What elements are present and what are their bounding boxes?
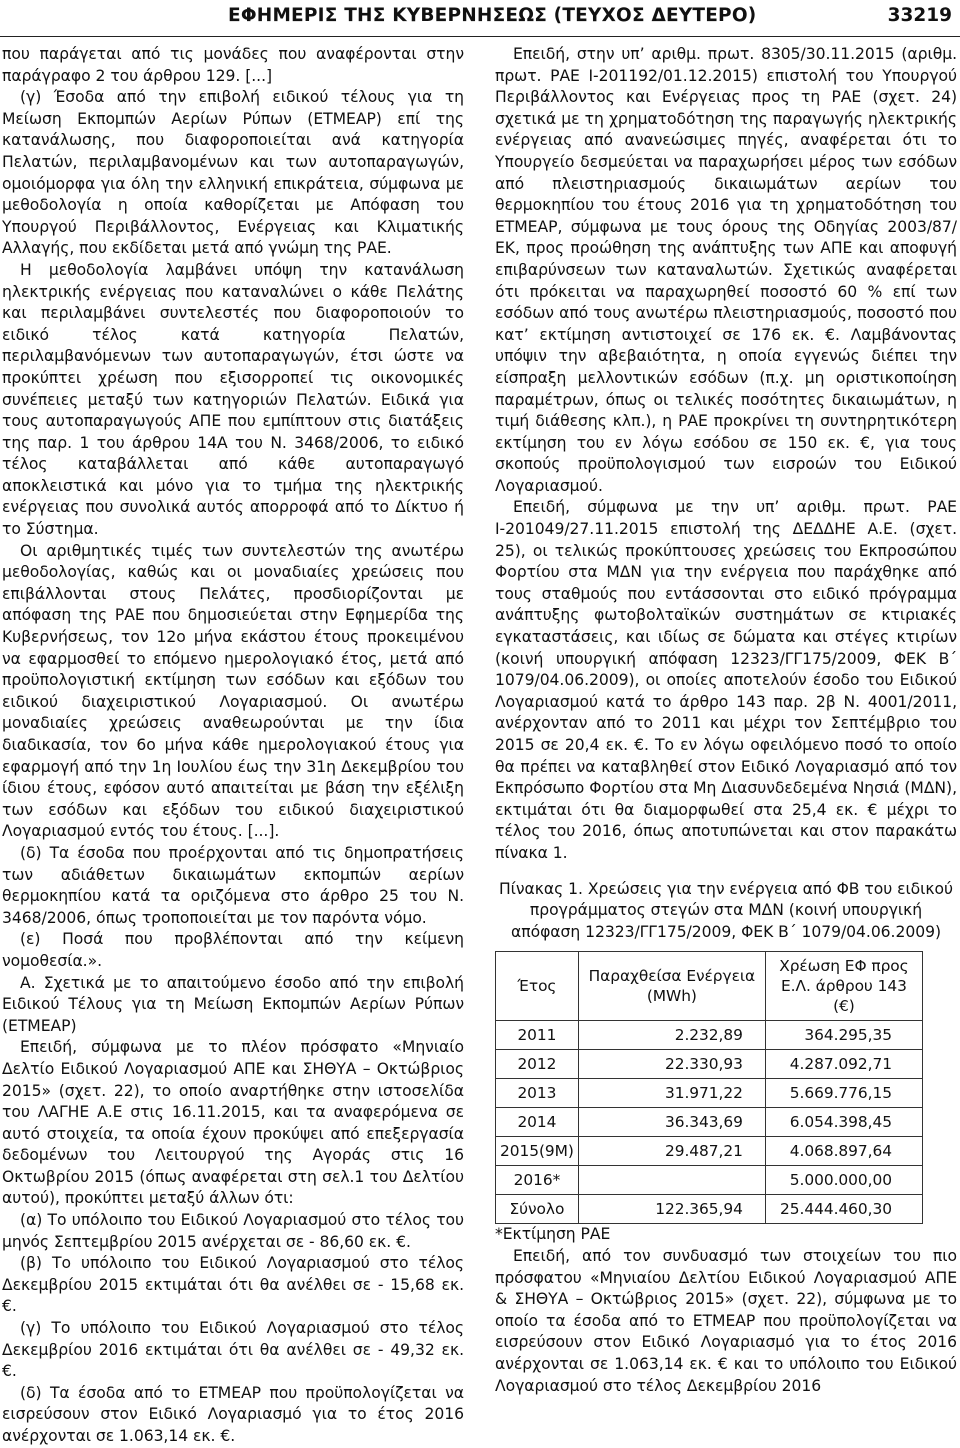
cell-year: Σύνολο [496,1195,579,1224]
page-number: 33219 [887,5,952,26]
paragraph: Επειδή, σύμφωνα με την υπ’ αριθμ. πρωτ. ΡΑΕ Ι-201049/27.11.2015 επιστολή της ΔΕΔΔΗΕ Α.Ε. (σχετ. 25), οι τελικώς προκύπτουσες χρεώσεις του Εκπροσώπου Φορτίου στα ΜΔΝ για την ενέργεια που παράχθηκε από τους σταθμούς που εντάσσονται στο ειδικό πρόγραμμα ανάπτυξης φωτοβολταϊκών συστημάτων σε κτιριακές εγκαταστάσεις, και ιδίως σε δώματα και στέγες κτιρίων (κοινή υπουργική απόφαση 12323/ΓΓ175/2009, ΦΕΚ Β΄ 1079/04.06.2009), οι οποίες αποτελούν έσοδο του Ειδικού Λογαριασμού κατά το άρθρο 143 παρ. 2β Ν. 4001/2011, ανέρχονταν από το 2011 και μέχρι τον Σεπτέμβριο του 2015 σε 20,4 εκ. €. Το εν λόγω οφειλόμενο ποσό το οποίο θα πρέπει να καταβληθεί στον Ειδικό Λογαριασμό από τον Εκπρόσωπο Φορτίου στα Μη Διασυνδεδεμένα Νησιά (ΜΔΝ), εκτιμάται ότι θα διαμορφωθεί στα 25,4 εκ. € μέχρι το τέλος του 2016, όπως αποτυπώνεται και στον παρακάτω πίνακα 1. [495,498,957,862]
header-year: Έτος [496,952,579,1021]
paragraph: (δ) Τα έσοδα από το ΕΤΜΕΑΡ που προϋπολογίζεται να εισρεύσουν στον Ειδικό Λογαριασμό για το έτος 2016 ανέρχονται σε 1.063,14 εκ. €. [2,1383,464,1445]
table-row [496,1166,923,1195]
table-row [496,1021,923,1050]
cell-energy: 22.330,93 [578,1050,765,1079]
gazette-title: ΕΦΗΜΕΡΙΣ ΤΗΣ ΚΥΒΕΡΝΗΣΕΩΣ (ΤΕΥΧΟΣ ΔΕΥΤΕΡΟ) [228,5,757,26]
cell-year: 2013 [496,1079,579,1108]
right-column [495,44,957,1397]
cell-charge: 6.054.398,45 [765,1108,922,1137]
cell-energy: 36.343,69 [578,1108,765,1137]
table-row [496,1050,923,1079]
table-row [496,1108,923,1137]
left-column [2,44,464,1448]
paragraph: (γ) Έσοδα από την επιβολή ειδικού τέλους για τη Μείωση Εκπομπών Αερίων Ρύπων (ΕΤΜΕΑΡ) επί της κατανάλωσης, που διαφοροποιείται ανά κατηγορία Πελατών, περιλαμβανομένων και των αυτοπαραγωγών, ομοιόμορφα για όλη την ελληνική επικράτεια, σύμφωνα με μεθοδολογία η οποία καθορίζεται με Απόφαση του Υπουργού Περιβάλλοντος, Ενέργειας και Κλιματικής Αλλαγής, που εκδίδεται μετά από γνώμη της ΡΑΕ. [2,88,464,258]
table-caption: Πίνακας 1. Χρεώσεις για την ενέργεια από ΦΒ του ειδικού προγράμματος στεγών στα ΜΔΝ (κοινή υπουργική απόφαση 12323/ΓΓ175/2009, ΦΕΚ Β΄ 1079/04.06.2009) [498,879,953,941]
cell-energy: 2.232,89 [578,1021,765,1050]
table-row [496,1079,923,1108]
paragraph: Επειδή, στην υπ’ αριθμ. πρωτ. 8305/30.11.2015 (αριθμ. πρωτ. ΡΑΕ Ι-201192/01.12.2015) επιστολή του Υπουργού Περιβάλλοντος και Ενέργειας προς τη ΡΑΕ (σχετ. 24) σχετικά με τη χρηματοδότηση της παραγωγής ηλεκτρικής ενέργειας από ανανεώσιμες πηγές, αναφέρεται ότι το Υπουργείο δεσμεύεται να παραχωρήσει μέρος των εσόδων από πλειστηριασμούς δικαιωμάτων αερίων του θερμοκηπίου του έτους 2016 για τη χρηματοδότηση του ΕΤΜΕΑΡ, σύμφωνα με τους όρους της Οδηγίας 2003/87/ΕΚ, προς προώθηση της ανάπτυξης των ΑΠΕ και αποφυγή επιβαρύνσεων των καταναλωτών. Σχετικώς αναφέρεται ότι πρόκειται να παραχωρηθεί ποσοστό 60 % επί των εσόδων από τους ανωτέρω πλειστηριασμούς, ποσοστό που κατ’ εκτίμηση αντιστοιχεί σε 176 εκ. €. Λαμβάνοντας υπόψιν την αβεβαιότητα, η οποία εγγενώς διέπει την είσπραξη μελλοντικών εσόδων (π.χ. μη οριστικοποίηση παραμέτρων, όπως οι τελικές ποσότητες δικαιωμάτων, η τιμή διάθεσης κλπ.), η ΡΑΕ προκρίνει τη συντηρητικότερη εκτίμηση του εν λόγω εσόδου σε 150 εκ. €, για τους σκοπούς προϋπολογισμού των εισροών του Ειδικού Λογαριασμού. [495,45,957,495]
cell-energy [578,1166,765,1195]
cell-energy: 31.971,22 [578,1079,765,1108]
page-header [0,0,960,37]
cell-year: 2011 [496,1021,579,1050]
paragraph: που παράγεται από τις μονάδες που αναφέρονται στην παράγραφο 2 του άρθρου 129. [...] [2,45,464,85]
paragraph: Οι αριθμητικές τιμές των συντελεστών της ανωτέρω μεθοδολογίας, καθώς και οι μοναδιαίες χρεώσεις που επιβάλλονται στους Πελάτες, προσδιορίζονται με απόφαση της ΡΑΕ που δημοσιεύεται στην Εφημερίδα της Κυβερνήσεως, τον 12ο μήνα εκάστου έτους προκειμένου να εφαρμοσθεί το επόμενο ημερολογιακό έτος, μετά από προϋπολογιστική εκτίμηση των εσόδων και εξόδων του ειδικού διαχειριστικού Λογαριασμού. Οι ανωτέρω μοναδιαίες χρεώσεις αναθεωρούνται με την ίδια διαδικασία, τον 6ο μήνα κάθε ημερολογιακού έτους για εφαρμογή από την 1η Ιουλίου έως την 31η Δεκεμβρίου του ίδιου έτους, εφόσον αυτό απαιτείται με βάση την εξέλιξη των εσόδων και εξόδων του ειδικού διαχειριστικού Λογαριασμού εντός του έτους. [...]. [2,541,464,841]
paragraph: (ε) Ποσά που προβλέπονται από την κείμενη νομοθεσία.». [2,930,464,970]
cell-year: 2014 [496,1108,579,1137]
cell-year: 2015(9M) [496,1137,579,1166]
paragraph: Επειδή, από τον συνδυασμό των στοιχείων του πιο πρόσφατου «Μηνιαίου Δελτίου Ειδικού Λογαριασμού ΑΠΕ & ΣΗΘΥΑ – Οκτώβριος 2015» (σχετ. 22), σύμφωνα με το οποίο τα έσοδα από το ΕΤΜΕΑΡ που προϋπολογίζεται να εισρεύσουν στον Ειδικό Λογαριασμό για το έτος 2016 ανέρχονται σε 1.063,14 εκ. € και το υπόλοιπο του Ειδικού Λογαριασμού στο τέλος Δεκεμβρίου 2016 [495,1246,957,1395]
cell-charge: 364.295,35 [765,1021,922,1050]
paragraph: Η μεθοδολογία λαμβάνει υπόψη την κατανάλωση ηλεκτρικής ενέργειας που καταναλώνει ο κάθε Πελάτης και περιλαμβάνει συντελεστές που διαφοροποιούν το ειδικό τέλος κατά κατηγορία Πελατών, περιλαμβανόμενων των αυτοπαραγωγών, έτσι ώστε να προκύπτει χρέωση που εξισορροπεί τις οικονομικές συνέπειες μεταξύ των κατηγοριών Πελατών. Ειδικά για τους αυτοπαραγωγούς ΑΠΕ που εμπίπτουν στις διατάξεις της παρ. 1 του άρθρου 14Α του Ν. 3468/2006, το ειδικό τέλος καταβάλλεται από κάθε αυτοπαραγωγό αποκλειστικά και μόνο για το τμήμα της ηλεκτρικής ενέργειας που συνολικά αυτός απορροφά από το Δίκτυο ή το Σύστημα. [2,260,464,539]
cell-year: 2012 [496,1050,579,1079]
table-header-row [496,952,923,1021]
cell-charge: 5.669.776,15 [765,1079,922,1108]
header-energy: Παραχθείσα Ενέργεια (MWh) [578,952,765,1021]
cell-charge: 25.444.460,30 [765,1195,922,1224]
table-row [496,1137,923,1166]
cell-energy: 122.365,94 [578,1195,765,1224]
cell-year: 2016* [496,1166,579,1195]
cell-charge: 4.287.092,71 [765,1050,922,1079]
cell-charge: 4.068.897,64 [765,1137,922,1166]
paragraph: (α) Το υπόλοιπο του Ειδικού Λογαριασμού στο τέλος του μηνός Σεπτεμβρίου 2015 ανέρχεται σε - 86,60 εκ. €. [2,1211,464,1251]
cell-energy: 29.487,21 [578,1137,765,1166]
paragraph: Επειδή, σύμφωνα με το πλέον πρόσφατο «Μηνιαίο Δελτίο Ειδικού Λογαριασμού ΑΠΕ και ΣΗΘΥΑ – Οκτώβριος 2015» (σχετ. 22), το οποίο αναρτήθηκε στην ιστοσελίδα του ΛΑΓΗΕ Α.Ε στις 16.11.2015, και τα αναφερόμενα σε αυτό στοιχεία, τα οποία έχουν προκύψει από επεξεργασία δεδομένων του Λειτουργού της Αγοράς στις 16 Οκτωβρίου 2015 (όπως αναφέρεται στη σελ.1 του Δελτίου αυτού), προκύπτει μεταξύ άλλων ότι: [2,1038,464,1208]
cell-charge: 5.000.000,00 [765,1166,922,1195]
paragraph: (δ) Τα έσοδα που προέρχονται από τις δημοπρατήσεις των αδιάθετων δικαιωμάτων εκπομπών αερίων θερμοκηπίου κατά τα οριζόμενα στο άρθρο 25 του Ν. 3468/2006, όπως τροποποιείται με τον παρόντα νόμο. [2,843,464,927]
section-heading: Α. Σχετικά με το απαιτούμενο έσοδο από την επιβολή Ειδικού Τέλους για τη Μείωση Εκπομπών Αερίων Ρύπων (ΕΤΜΕΑΡ) [2,973,464,1035]
table-footnote: *Εκτίμηση ΡΑΕ [495,1225,611,1244]
charges-table [495,951,923,1224]
paragraph: (γ) Το υπόλοιπο του Ειδικού Λογαριασμού στο τέλος Δεκεμβρίου 2016 εκτιμάται ότι θα ανέλθει σε - 49,32 εκ. €. [2,1319,464,1381]
paragraph: (β) Το υπόλοιπο του Ειδικού Λογαριασμού στο τέλος Δεκεμβρίου 2015 εκτιμάται ότι θα ανέλθει σε - 15,68 εκ. €. [2,1254,464,1316]
header-charge: Χρέωση ΕΦ προς Ε.Λ. άρθρου 143 (€) [765,952,922,1021]
table-total-row [496,1195,923,1224]
